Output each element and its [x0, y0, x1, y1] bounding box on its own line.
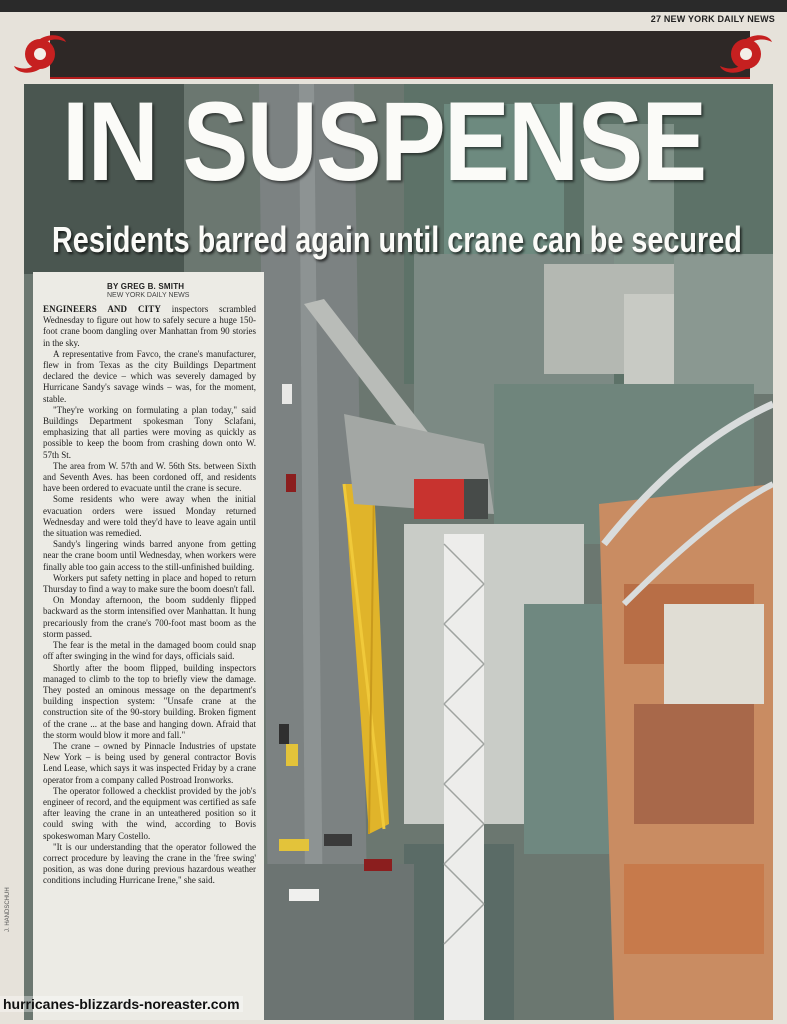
paragraph-text: The area from W. 57th and W. 56th Sts. between Sixth and Seventh Aves. has been cordoned off, and residents have been ordered to evacuate until the crane is secure.	[43, 460, 256, 494]
byline: BY GREG B. SMITH	[107, 282, 185, 291]
paragraph-text: inspectors scrambled Wednesday to figure out how to safely secure a huge 150-foot crane boom dangling over Manhattan from 90 stories in the sky.	[43, 304, 256, 348]
paragraph-text: Some residents who were away when the initial evacuation orders were issued Monday returned Wednesday and were told they'd have to leave again until the situation was remedied.	[43, 494, 256, 539]
article-paragraph	[43, 595, 256, 640]
article-paragraph	[43, 405, 256, 461]
paragraph-text: "They're working on formulating a plan today," said Buildings Department spokesman Tony Sclafani, emphasizing that all parties were moving as quickly as possible to keep the boom from crashing down onto W. 57th St.	[43, 404, 256, 460]
paragraph-text: "It is our understanding that the operator followed the correct procedure by leaving the crane in the 'free swing' position, as was done during previous hazardous weather conditions including Hurricane Irene," she said.	[43, 841, 256, 886]
article-paragraph	[43, 663, 256, 741]
paragraph-text: Workers put safety netting in place and hoped to return Thursday to find a way to make sure the boom doesn't fall.	[43, 572, 256, 595]
article-paragraph	[43, 539, 256, 573]
hurricane-icon	[12, 26, 68, 82]
article-paragraph	[43, 573, 256, 595]
paragraph-lead-in: ENGINEERS AND CITY	[43, 304, 161, 314]
paragraph-text: The fear is the metal in the damaged boom could snap off after swinging in the wind for days, officials said.	[43, 640, 256, 662]
article-paragraph	[43, 741, 256, 786]
hurricane-icon	[718, 26, 774, 82]
byline-credit: NEW YORK DAILY NEWS	[107, 292, 190, 299]
section-banner	[50, 31, 750, 79]
paragraph-text: The operator followed a checklist provided by the job's engineer of record, and the equipment was certified as safe after leaving the crane in an unteathered position so it could swing with the wind, according to Bovis spokeswoman Mary Costello.	[43, 785, 256, 841]
photo-credit: J. HANDSCHUH	[5, 887, 11, 932]
article-paragraph	[43, 842, 256, 887]
article-paragraph	[43, 786, 256, 842]
article-body	[43, 304, 256, 887]
article-paragraph	[43, 640, 256, 662]
top-border	[0, 0, 787, 12]
paragraph-text: Shortly after the boom flipped, building inspectors managed to climb to the top to briefly view the damage. They posted an ominous message on the department's building inspection system: "Unsafe crane at the construction site of the 90-story building. Broken figment of the crane ... at the base and hanging down. Afraid that the storm would blow it more and fall."	[43, 662, 256, 740]
article-paragraph	[43, 349, 256, 405]
headline: IN SUSPENSE	[62, 79, 706, 204]
paragraph-text: A representative from Favco, the crane's manufacturer, flew in from Texas as the city Buildings Department declared the device – which was severely damaged by Hurricane Sandy's savage winds – was, for the moment, stable.	[43, 348, 256, 404]
subheadline: Residents barred again until crane can be secured	[52, 219, 742, 260]
page-folio: 27 NEW YORK DAILY NEWS	[650, 14, 775, 24]
article-paragraph	[43, 461, 256, 495]
watermark-text: hurricanes-blizzards-noreaster.com	[0, 996, 243, 1012]
paragraph-text: On Monday afternoon, the boom suddenly flipped backward as the storm intensified over Manhattan. It hung precariously from the crane's 700-foot mast boom as the storm passed.	[43, 595, 256, 639]
article-paragraph	[43, 304, 256, 349]
article-column	[33, 272, 264, 1020]
paragraph-text: The crane – owned by Pinnacle Industries of upstate New York – is being used by general contractor Bovis Lend Lease, which says it was inspected Friday by a crane operator from a company called Postroad Ironworks.	[43, 740, 256, 785]
paragraph-text: Sandy's lingering winds barred anyone from getting near the crane boom until Wednesday, when workers were finally able too gain access to the still-unfinished building.	[43, 539, 256, 572]
article-paragraph	[43, 494, 256, 539]
